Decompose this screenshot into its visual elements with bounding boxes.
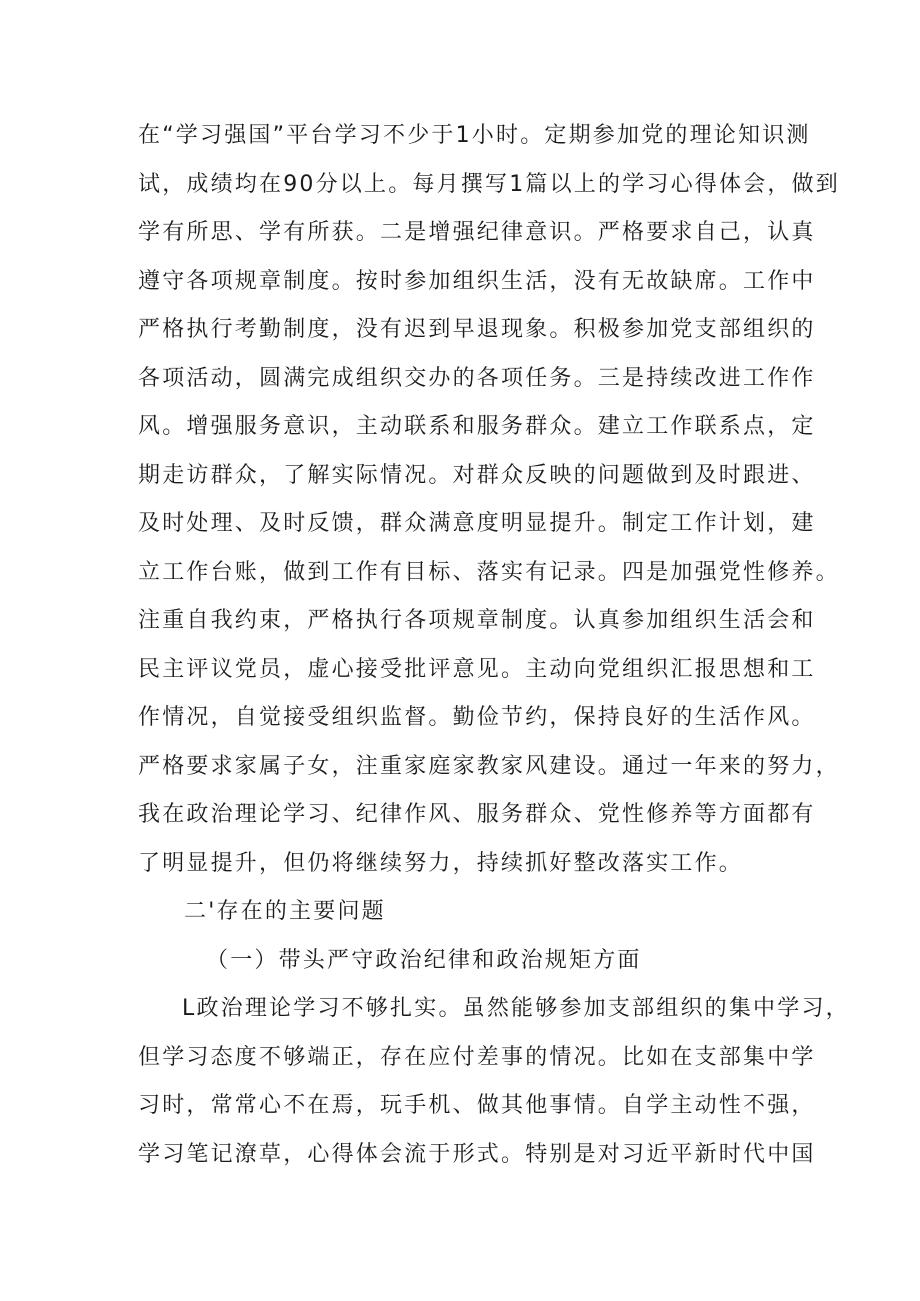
subsection-heading: （一）带头严守政治纪律和政治规矩方面 <box>206 947 642 973</box>
body-line: 民主评议党员，虚心接受批评意见。主动向党组织汇报思想和工 <box>138 656 816 682</box>
body-line: 遵守各项规章制度。按时参加组织生活，没有无故缺席。工作中 <box>138 268 816 294</box>
body-line: 了明显提升，但仍将继续努力，持续抓好整改落实工作。 <box>138 850 744 876</box>
document-body <box>138 112 850 1179</box>
body-line: 我在政治理论学习、纪律作风、服务群众、党性修养等方面都有 <box>138 802 816 827</box>
body-line: 习时，常常心不在焉，玩手机、做其他事情。自学主动性不强， <box>138 1093 816 1118</box>
body-line: 风。增强服务意识，主动联系和服务群众。建立工作联系点，定 <box>138 414 816 439</box>
section-heading: 二'存在的主要问题 <box>184 899 386 924</box>
body-line: 及时处理、及时反馈，群众满意度明显提升。制定工作计划，建 <box>138 511 816 536</box>
body-line: 各项活动，圆满完成组织交办的各项任务。三是持续改进工作作 <box>138 365 816 391</box>
body-line: 作情况，自觉接受组织监督。勤俭节约，保持良好的生活作风。 <box>138 705 816 730</box>
body-line: 期走访群众，了解实际情况。对群众反映的问题做到及时跟进、 <box>138 462 816 488</box>
body-line: 立工作台账，做到工作有目标、落实有记录。四是加强党性修养。 <box>138 559 840 585</box>
body-line: 严格要求家属子女，注重家庭家教家风建设。通过一年来的努力， <box>138 753 840 779</box>
body-line: 但学习态度不够端正，存在应付差事的情况。比如在支部集中学 <box>138 1044 816 1070</box>
body-line: 注重自我约束，严格执行各项规章制度。认真参加组织生活会和 <box>138 608 816 633</box>
body-line: L政治理论学习不够扎实。虽然能够参加支部组织的集中学习， <box>182 996 850 1021</box>
body-line: 学习笔记潦草，心得体会流于形式。特别是对习近平新时代中国 <box>138 1141 816 1167</box>
body-line: 学有所思、学有所获。二是增强纪律意识。严格要求自己，认真 <box>138 220 816 245</box>
body-line: 严格执行考勤制度，没有迟到早退现象。积极参加党支部组织的 <box>138 317 816 342</box>
body-line: 在“学习强国”平台学习不少于1小时。定期参加党的理论知识测 <box>138 123 811 148</box>
body-line: 试，成绩均在90分以上。每月撰写1篇以上的学习心得体会，做到 <box>138 171 840 197</box>
